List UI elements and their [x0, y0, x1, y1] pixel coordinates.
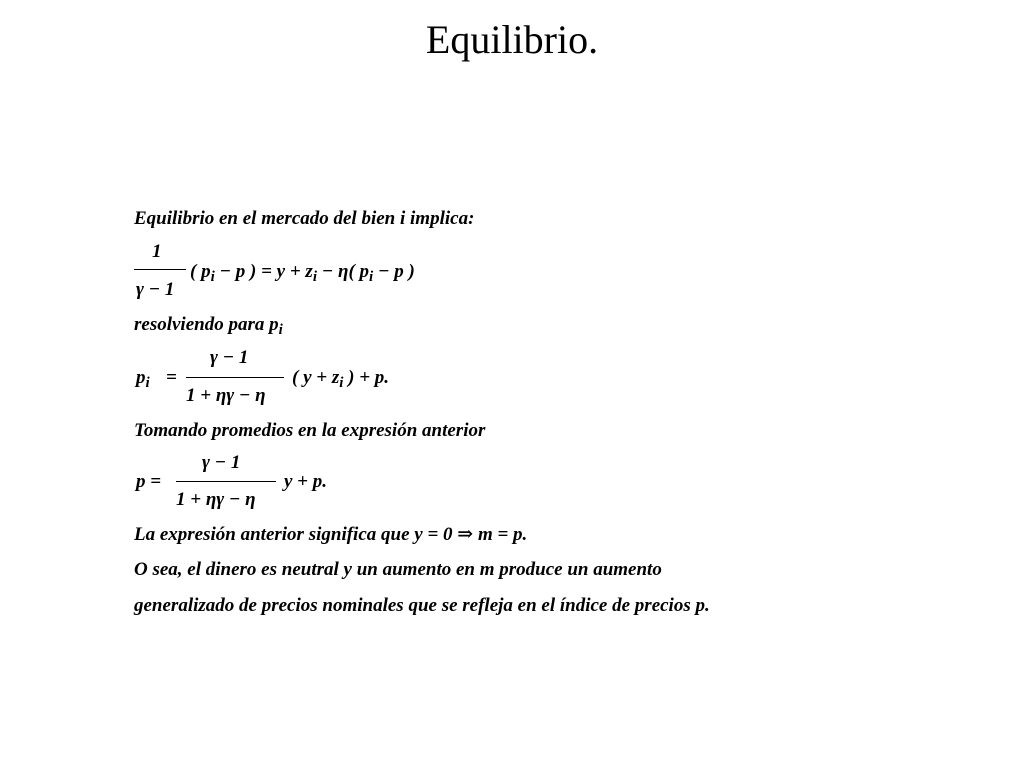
eq1-subscript-i: i	[312, 269, 317, 285]
eq2-lhs-subscript: i	[145, 375, 150, 391]
eq1-body-c: − η( p	[317, 261, 370, 282]
eq3-fraction-bar	[176, 481, 276, 482]
equation-average-price	[134, 450, 634, 512]
eq1-fraction-bar	[134, 269, 186, 270]
eq2-body-b: ) + p.	[343, 367, 390, 388]
eq2-denominator: 1 + ηγ − η	[186, 385, 266, 406]
intro-text: Equilibrio en el mercado del bien i implica:	[134, 208, 475, 229]
slide-title: Equilibrio.	[425, 17, 599, 62]
eq3-numerator: γ − 1	[202, 452, 241, 473]
conclusion-line-1: O sea, el dinero es neutral y un aumento en m produce un aumento	[134, 559, 662, 580]
equation-market-equilibrium	[134, 238, 634, 300]
eq1-body-d: − p )	[373, 261, 415, 282]
eq2-body	[292, 367, 390, 391]
eq1-subscript-i: i	[210, 269, 215, 285]
eq1-subscript-i: i	[369, 269, 374, 285]
conclusion-line-2: generalizado de precios nominales que se refleja en el índice de precios p.	[134, 595, 710, 616]
eq2-lhs	[136, 367, 150, 391]
solving-label: resolviendo para p	[134, 314, 279, 335]
implication-text: La expresión anterior significa que y = 0 ⇒ m = p.	[134, 524, 528, 545]
solving-text	[134, 314, 283, 338]
eq2-body-a: ( y + z	[292, 367, 340, 388]
eq1-denominator: γ − 1	[136, 279, 175, 300]
eq1-body-a: ( p	[190, 261, 211, 282]
eq3-body: y + p.	[284, 471, 328, 492]
equation-price-solution	[134, 346, 634, 408]
eq3-lhs: p =	[136, 471, 162, 492]
eq2-fraction-bar	[186, 377, 284, 378]
eq2-subscript-i: i	[339, 375, 344, 391]
eq1-numerator: 1	[152, 241, 162, 262]
eq3-denominator: 1 + ηγ − η	[176, 489, 256, 510]
solving-subscript: i	[278, 322, 283, 338]
averaging-text: Tomando promedios en la expresión anterior	[134, 420, 486, 441]
eq1-body	[190, 261, 415, 285]
eq2-lhs-symbol: p	[136, 367, 146, 388]
eq2-numerator: γ − 1	[210, 347, 249, 368]
eq1-body-b: − p ) = y + z	[214, 261, 313, 282]
eq2-equals: =	[166, 367, 177, 388]
